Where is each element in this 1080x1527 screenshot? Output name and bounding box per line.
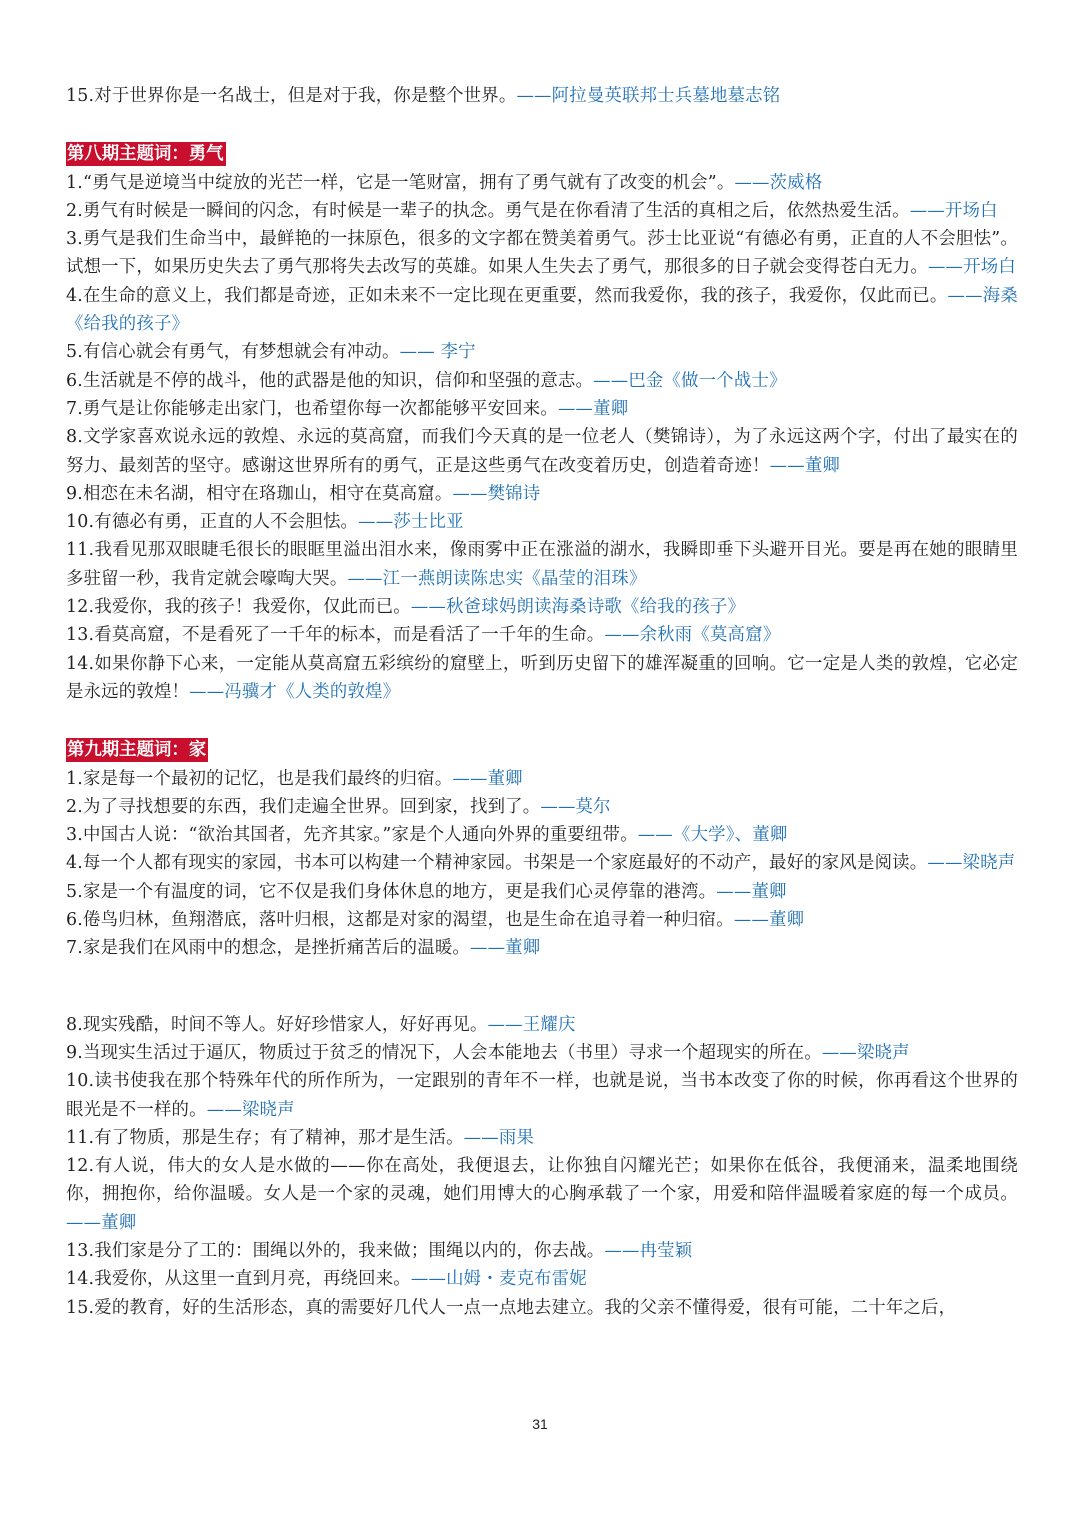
quote-text: 文学家喜欢说永远的敦煌、永远的莫高窟，而我们今天真的是一位老人（樊锦诗），为了永远这两个字，付出了最实在的努力、最刻苦的坚守。感谢这世界所有的勇气，正是这些勇气在改变着历史，创造着奇迹！ [66, 427, 1018, 476]
quote-number: 6. [66, 910, 83, 931]
quote-number: 9. [66, 483, 83, 504]
quote-home-2 [66, 793, 1018, 821]
quote-number: 12. [66, 1156, 95, 1177]
quote-courage-7 [66, 395, 1018, 423]
quote-text: 相恋在未名湖，相守在珞珈山，相守在莫高窟。 [83, 483, 453, 504]
quote-source: ——开场白 [927, 257, 1016, 278]
quote-number: 4. [66, 285, 83, 306]
quote-source: ——阿拉曼英联邦士兵墓地墓志铭 [516, 86, 781, 106]
quote-source: ——《大学》、董卿 [637, 825, 788, 846]
quote-text: 家是一个有温度的词，它不仅是我们身体休息的地方，更是我们心灵停靠的港湾。 [83, 881, 717, 902]
quote-home-b-5 [66, 1152, 1018, 1237]
page-number: 31 [532, 1416, 548, 1432]
quote-text: 看莫高窟，不是看死了一千年的标本，而是看活了一千年的生命。 [94, 625, 605, 646]
quote-text: 现实残酷，时间不等人。好好珍惜家人，好好再见。 [83, 1014, 488, 1035]
spacer [66, 963, 1018, 1011]
quote-number: 2. [66, 796, 83, 817]
quote-courage-10 [66, 508, 1018, 536]
quote-courage-11 [66, 536, 1018, 593]
quote-text: 有了物质，那是生存；有了精神，那才是生活。 [94, 1127, 464, 1148]
quote-number: 7. [66, 398, 83, 419]
quote-source: ——秋爸球妈朗读海桑诗歌《给我的孩子》 [410, 597, 746, 618]
quote-courage-13 [66, 621, 1018, 649]
quote-text: 我们家是分了工的：围绳以外的，我来做；围绳以内的，你去战。 [94, 1240, 605, 1261]
quote-text: 家是每一个最初的记忆，也是我们最终的归宿。 [83, 768, 453, 789]
quote-source: ——董卿 [557, 398, 629, 419]
section-heading-home [66, 736, 1018, 764]
quote-home-1 [66, 765, 1018, 793]
quote-source: ——雨果 [463, 1127, 535, 1148]
quote-text: 有信心就会有勇气，有梦想就会有冲动。 [83, 342, 400, 363]
quote-source: ——梁晓声 [206, 1099, 295, 1120]
quote-home-b-8 [66, 1294, 1018, 1322]
quote-source: ——董卿 [470, 938, 541, 959]
quote-home-3 [66, 821, 1018, 849]
quote-source: ——董卿 [733, 910, 805, 931]
quote-source: ——茨威格 [734, 172, 823, 193]
section-heading-courage [66, 140, 1018, 168]
quote-source: ——江一燕朗读陈忠实《晶莹的泪珠》 [347, 568, 647, 589]
quote-home-b-1 [66, 1011, 1018, 1039]
quote-source: ——山姆・麦克布雷妮 [410, 1269, 587, 1290]
quote-text: “勇气是逆境当中绽放的光芒一样，它是一笔财富，拥有了勇气就有了改变的机会”。 [83, 172, 735, 193]
quote-number: 14. [66, 1269, 95, 1290]
quote-source: ——莎士比亚 [358, 512, 464, 533]
quote-number: 11. [66, 540, 95, 561]
quote-text: 倦鸟归林，鱼翔潜底，落叶归根，这都是对家的渴望，也是生命在追寻着一种归宿。 [83, 910, 734, 931]
quote-number: 11. [66, 1127, 95, 1148]
quote-number: 1. [66, 172, 83, 193]
quote-list-home-part2 [66, 1011, 1018, 1322]
quote-number: 15. [66, 1297, 95, 1318]
quote-home-b-4 [66, 1124, 1018, 1152]
quote-number: 10. [66, 512, 95, 533]
quote-text: 中国古人说：“欲治其国者，先齐其家。”家是个人通向外界的重要纽带。 [83, 825, 638, 846]
quote-number: 14. [66, 653, 95, 674]
quote-source: ——王耀庆 [487, 1014, 576, 1035]
section-title: 第八期主题词：勇气 [67, 144, 224, 165]
page-content [66, 82, 1018, 1322]
quote-text: 勇气有时候是一瞬间的闪念，有时候是一辈子的执念。勇气是在你看清了生活的真相之后，依然热爱生活。 [83, 200, 910, 221]
quote-source: ——冉莹颖 [604, 1240, 693, 1261]
quote-text: 勇气是让你能够走出家门，也希望你每一次都能够平安回来。 [83, 398, 558, 419]
quote-number: 4. [66, 853, 83, 874]
section-title: 第九期主题词：家 [67, 740, 207, 761]
quote-number: 6. [66, 370, 83, 391]
quote-courage-14 [66, 650, 1018, 707]
quote-source: ——董卿 [769, 455, 841, 476]
quote-source: ——梁晓声 [821, 1042, 910, 1063]
quote-number: 8. [66, 1014, 83, 1035]
quote-text: 有人说，伟大的女人是水做的——你在高处，我便退去，让你独自闪耀光芒；如果你在低谷，我便涌来，温柔地围绕你，拥抱你，给你温暖。女人是一个家的灵魂，她们用博大的心胸承载了一个家，用爱和陪伴温暖着家庭的每一个成员。 [66, 1156, 1018, 1205]
quote-number: 5. [66, 881, 83, 902]
quote-number: 13. [66, 625, 95, 646]
quote-text: 爱的教育，好的生活形态，真的需要好几代人一点一点地去建立。我的父亲不懂得爱，很有可能，二十年之后， [94, 1297, 957, 1318]
quote-text: 生活就是不停的战斗，他的武器是他的知识，信仰和坚强的意志。 [83, 370, 594, 391]
quote-number: 12. [66, 597, 95, 618]
quote-text: 我爱你，从这里一直到月亮，再绕回来。 [94, 1269, 411, 1290]
quote-courage-12 [66, 593, 1018, 621]
quote-text: 我看见那双眼睫毛很长的眼眶里溢出泪水来，像雨雾中正在涨溢的湖水，我瞬即垂下头避开目光。要是再在她的眼睛里多驻留一秒，我肯定就会嚎啕大哭。 [66, 540, 1018, 589]
quote-number: 3. [66, 229, 83, 250]
quote-top-15: 15.对于世界你是一名战士，但是对于我，你是整个世界。——阿拉曼英联邦士兵墓地墓志铭 [66, 86, 781, 106]
quote-number: 5. [66, 342, 83, 363]
quote-number: 13. [66, 1240, 95, 1261]
quote-home-b-3 [66, 1067, 1018, 1124]
quote-text: 如果你静下心来，一定能从莫高窟五彩缤纷的窟壁上，听到历史留下的雄浑凝重的回响。它一定是人类的敦煌，它必定是永远的敦煌！ [66, 653, 1018, 702]
quote-text: 每一个人都有现实的家园，书本可以构建一个精神家园。书架是一个家庭最好的不动产，最好的家风是阅读。 [83, 853, 928, 874]
quote-number: 10. [66, 1071, 95, 1092]
quote-source: ——董卿 [452, 768, 523, 789]
quote-number: 1. [66, 768, 83, 789]
quote-courage-9 [66, 480, 1018, 508]
quote-home-5 [66, 878, 1018, 906]
quote-home-b-7 [66, 1265, 1018, 1293]
quote-home-7 [66, 934, 1018, 962]
quote-source: ——樊锦诗 [452, 483, 541, 504]
quote-home-b-6 [66, 1237, 1018, 1265]
quote-courage-1 [66, 169, 1018, 197]
quote-courage-8 [66, 423, 1018, 480]
quote-number: 7. [66, 938, 83, 959]
quote-text: 有德必有勇，正直的人不会胆怯。 [94, 512, 359, 533]
quote-number: 9. [66, 1042, 83, 1063]
quote-courage-6 [66, 367, 1018, 395]
quote-text: 读书使我在那个特殊年代的所作所为，一定跟别的青年不一样，也就是说，当书本改变了你的时候，你再看这个世界的眼光是不一样的。 [66, 1071, 1018, 1120]
quote-source: ——冯骥才《人类的敦煌》 [189, 681, 401, 702]
quote-courage-5 [66, 338, 1018, 366]
quote-source: ——梁晓声 [927, 853, 1016, 874]
quote-text: 为了寻找想要的东西，我们走遍全世界。回到家，找到了。 [83, 796, 541, 817]
quote-courage-2 [66, 197, 1018, 225]
quote-text: 在生命的意义上，我们都是奇迹，正如未来不一定比现在更重要，然而我爱你，我的孩子，我爱你，仅此而已。 [83, 285, 948, 306]
quote-source: ——董卿 [716, 881, 787, 902]
quote-source: ——海桑《给我的孩子》 [66, 285, 1018, 335]
quote-home-6 [66, 906, 1018, 934]
quote-home-4 [66, 849, 1018, 877]
quote-text: 勇气是我们生命当中，最鲜艳的一抹原色，很多的文字都在赞美着勇气。莎士比亚说“有德必有勇，正直的人不会胆怯”。试想一下，如果历史失去了勇气那将失去改写的英雄。如果人生失去了勇气，那很多的日子就会变得苍白无力。 [66, 229, 1018, 278]
quote-source: ——董卿 [66, 1212, 137, 1233]
quote-text: 当现实生活过于逼仄，物质过于贫乏的情况下，人会本能地去（书里）寻求一个超现实的所在。 [83, 1042, 822, 1063]
quote-text: 对于世界你是一名战士，但是对于我，你是整个世界。 [94, 86, 517, 106]
quote-text: 我爱你，我的孩子！我爱你，仅此而已。 [94, 597, 411, 618]
quote-home-b-2 [66, 1039, 1018, 1067]
quote-courage-4 [66, 282, 1018, 339]
quote-source: ——余秋雨《莫高窟》 [604, 625, 781, 646]
quote-source: ——开场白 [909, 200, 998, 221]
quote-list-home-part1 [66, 765, 1018, 963]
quote-source: ——莫尔 [540, 796, 611, 817]
quote-courage-3 [66, 225, 1018, 282]
quote-list-courage [66, 169, 1018, 707]
quote-text: 家是我们在风雨中的想念，是挫折痛苦后的温暖。 [83, 938, 470, 959]
quote-number: 2. [66, 200, 83, 221]
quote-source: ——巴金《做一个战士》 [593, 370, 787, 391]
quote-source: —— 李宁 [399, 342, 476, 363]
quote-number: 3. [66, 825, 83, 846]
quote-number: 8. [66, 427, 83, 448]
